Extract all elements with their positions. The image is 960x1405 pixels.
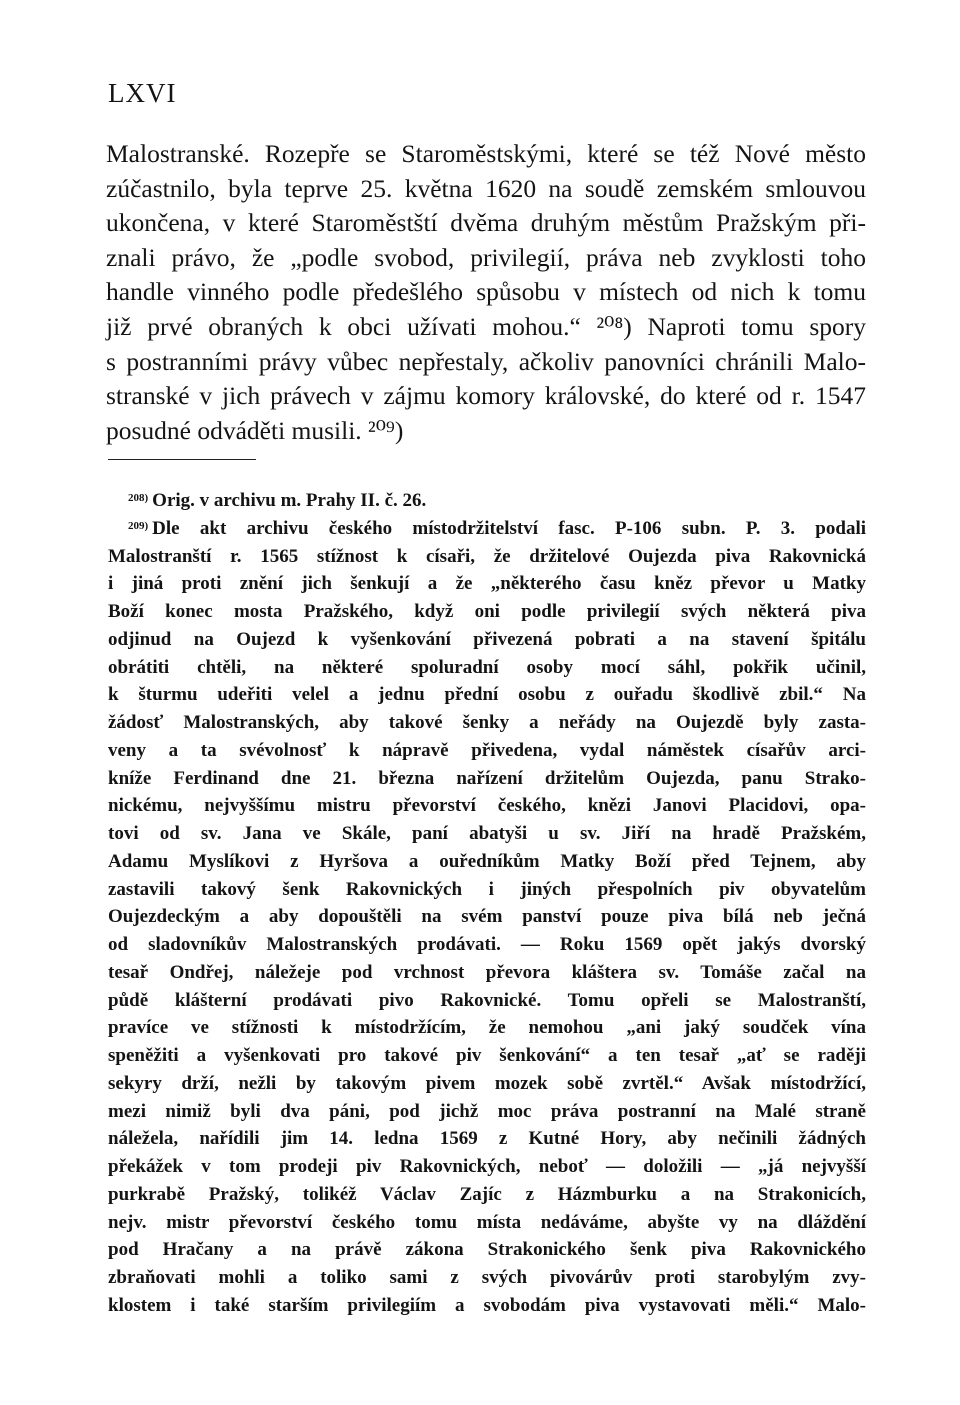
footnote-line: Malostranští r. 1565 stížnost k císaři, že držitelové Oujezda piva Rakovnická — [108, 545, 866, 567]
footnote-number: 209) — [128, 519, 149, 532]
footnote-line: nickému, nejvyššímu mistru převorství českého, knězi Janovi Placidovi, opa- — [108, 795, 866, 817]
footnote-line: pravíce ve stížnosti k místodržícím, že nemohou „ani jaký soudček vína — [108, 1017, 866, 1039]
footnote-line: tesař Ondřej, náležeje pod vrchnost převora kláštera sv. Tomáše začal na — [108, 961, 866, 983]
footnote-line: tovi od sv. Jana ve Skále, paní abatyši u sv. Jiří na hradě Pražském, — [108, 823, 866, 844]
footnote-line: Boží konec mosta Pražského, když oni podle privilegií svých některá piva — [108, 601, 866, 622]
footnote-divider — [108, 459, 256, 460]
footnote-line: mezi nimiž byli dva páni, pod jichž moc práva postranní na Malé straně — [108, 1100, 866, 1122]
footnote-line: Oujezdeckým a aby dopouštěli na svém panství pouze piva bílá neb ječná — [108, 906, 866, 928]
body-line: znali právo, že „podle svobod, privilegií, práva neb zvyklosti toho — [106, 242, 866, 272]
body-line: již prvé obraných k obci užívati mohou.“ ²⁰⁸) Naproti tomu spory — [106, 311, 866, 341]
footnote-line: zbraňovati mohli a toliko sami z svých pivovárův proti starobylým zvy- — [108, 1267, 866, 1288]
footnote-text: Orig. v archivu m. Prahy II. č. 26. — [152, 490, 427, 511]
footnote-line: žádosť Malostranských, aby takové šenky a neřády na Oujezdě byly zasta- — [108, 712, 866, 733]
body-line: ukončena, v které Staroměstští dvěma druhým městům Pražským při- — [106, 208, 866, 238]
footnote-line: purkrabě Pražský, tolikéž Václav Zajíc z Házmburku a na Strakonicích, — [108, 1183, 866, 1205]
footnote-line: Adamu Myslíkovi z Hyršova a ouředníkům Matky Boží před Tejnem, aby — [108, 850, 866, 872]
footnote-208 — [128, 487, 866, 515]
footnote-line: kníže Ferdinand dne 21. března nařízení držitelům Oujezda, panu Strako- — [108, 767, 866, 789]
footnote-line: sekyry drží, nežli by takovým pivem mozek sobě zvrtěl.“ Avšak místodržící, — [108, 1072, 866, 1094]
footnote-209 — [128, 515, 866, 543]
footnote-line: i jiná proti znění jich šenkují a že „některého času kněz převor u Matky — [108, 573, 866, 595]
body-paragraph — [106, 137, 866, 448]
footnote-line: speněžiti a vyšenkovati pro takové piv šenkování“ a ten tesař „ať se raději — [108, 1045, 866, 1066]
footnote-line: zastavili takový šenk Rakovnických i jiných přespolních piv obyvatelům — [108, 878, 866, 900]
body-line: handle vinného podle předešlého spůsobu v místech od nich k tomu — [106, 277, 866, 307]
footnote-line: od sladovníkův Malostranských prodávati. — Roku 1569 opět jakýs dvorský — [108, 934, 866, 955]
body-line: Malostranské. Rozepře se Staroměstskými, které se též Nové město — [106, 139, 866, 168]
footnote-line: odjinud na Oujezd k vyšenkování přivezená pobrati a na stavení špitálu — [108, 628, 866, 650]
footnote-line: k šturmu udeřiti velel a jednu přední osobu z ouřadu škodlivě zbil.“ Na — [108, 684, 866, 706]
footnote-text: Dle akt archivu českého místodržitelství fasc. P-106 subn. P. 3. podali — [152, 517, 866, 539]
body-line: stranské v jich právech v zájmu komory královské, do které od r. 1547 — [106, 381, 866, 411]
footnote-line: překážek v tom prodeji piv Rakovnických, neboť — doložili — „já nejvyšší — [108, 1156, 866, 1177]
footnote-line: nejv. mistr převorství českého tomu místa nedáváme, abyšte vy na dláždění — [108, 1211, 866, 1233]
body-line: s postranními právy vůbec nepřestaly, ačkoliv panovníci chránili Malo- — [106, 346, 866, 376]
footnotes — [108, 487, 866, 1320]
page-number: LXVI — [108, 78, 177, 108]
footnote-number: 208) — [128, 492, 149, 504]
footnote-line: pod Hračany a na právě zákona Strakonického šenk piva Rakovnického — [108, 1239, 866, 1261]
body-line: zúčastnilo, byla teprve 25. května 1620 na soudě zemském smlouvou — [106, 173, 866, 203]
footnote-line: veny a ta svévolnosť k nápravě přivedena, vydal náměstek císařův arci- — [108, 739, 866, 761]
footnote-line: obrátiti chtěli, na některé spoluradní osoby mocí sáhl, pokřik učinil, — [108, 656, 866, 678]
body-line: posudné odváděti musili. ²⁰⁹) — [106, 415, 404, 445]
footnote-line: půdě klášterní prodávati pivo Rakovnické. Tomu opřeli se Malostranští, — [108, 989, 866, 1011]
footnote-line: náležela, nařídili jim 14. ledna 1569 z Kutné Hory, aby nečinili žádných — [108, 1128, 866, 1150]
footnote-line: klostem i také starším privilegiím a svobodám piva vystavovati měli.“ Malo- — [108, 1294, 866, 1316]
